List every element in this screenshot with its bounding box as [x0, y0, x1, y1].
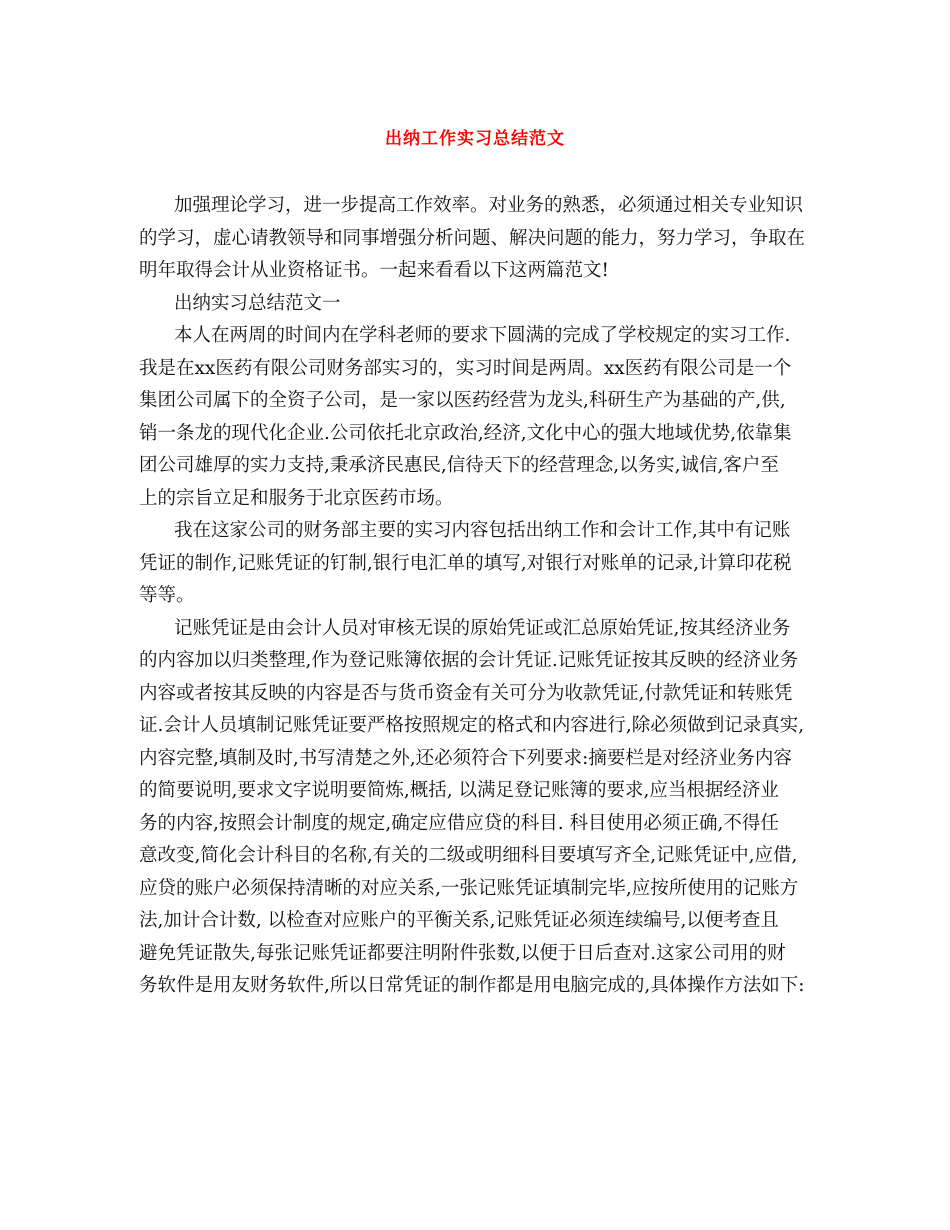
paragraph-line: 我是在xx医药有限公司财务部实习的，实习时间是两周。xx医药有限公司是一个: [139, 357, 792, 379]
paragraph-line: 加强理论学习，进一步提高工作效率。对业务的熟悉，必须通过相关专业知识: [174, 195, 804, 216]
paragraph-line: 明年取得会计从业资格证书。一起来看看以下这两篇范文!: [139, 260, 609, 281]
paragraph-line: 的简要说明,要求文字说明要简炼,概括, 以满足登记账簿的要求,应当根据经济业: [139, 780, 779, 801]
paragraph-line: 避免凭证散失,每张记账凭证都要注明附件张数,以便于日后查对.这家公司用的财: [139, 942, 786, 964]
paragraph-line: 销一条龙的现代化企业.公司依托北京政治,经济,文化中心的强大地域优势,依靠集: [139, 422, 792, 444]
document-body: [139, 190, 819, 1003]
paragraph-line: 上的宗旨立足和服务于北京医药市场。: [139, 487, 454, 509]
paragraph-line: 意改变,简化会计科目的名称,有关的二级或明细科目要填写齐全,记账凭证中,应借,: [139, 845, 798, 866]
section-heading: 出纳实习总结范文一: [174, 292, 341, 314]
paragraph-line: 内容或者按其反映的内容是否与货币资金有关可分为收款凭证,付款凭证和转账凭: [139, 682, 793, 704]
paragraph-line: 的学习，虚心请教领导和同事增强分析问题、解决问题的能力，努力学习，争取在: [139, 227, 806, 249]
paragraph-line: 务的内容,按照会计制度的规定,确定应借应贷的科目. 科目使用必须正确,不得任: [139, 812, 779, 834]
paragraph-line: 我在这家公司的财务部主要的实习内容包括出纳工作和会计工作,其中有记账: [174, 520, 791, 541]
paragraph-line: 内容完整,填制及时,书写清楚之外,还必须符合下列要求:摘要栏是对经济业务内容: [139, 747, 792, 769]
paragraph-line: 本人在两周的时间内在学科老师的要求下圆满的完成了学校规定的实习工作.: [174, 325, 791, 346]
paragraph-line: 应贷的账户必须保持清晰的对应关系,一张记账凭证填制完毕,应按所使用的记账方: [139, 877, 799, 899]
paragraph-line: 集团公司属下的全资子公司，是一家以医药经营为龙头,科研生产为基础的产,供,: [139, 390, 786, 411]
paragraph-line: 团公司雄厚的实力支持,秉承济民惠民,信待天下的经营理念,以务实,诚信,客户至: [139, 455, 779, 476]
paragraph-line: 的内容加以归类整理,作为登记账簿依据的会计凭证.记账凭证按其反映的经济业务: [139, 650, 799, 671]
paragraph-line: 等等。: [139, 585, 195, 606]
paragraph-line: 证.会计人员填制记账凭证要严格按照规定的格式和内容进行,除必须做到记录真实,: [139, 715, 805, 736]
paragraph-line: 法,加计合计数, 以检查对应账户的平衡关系,记账凭证必须连续编号,以便考查且: [139, 910, 779, 931]
document-title: 出纳工作实习总结范文: [385, 129, 565, 149]
paragraph-line: 记账凭证是由会计人员对审核无误的原始凭证或汇总原始凭证,按其经济业务: [174, 617, 791, 639]
paragraph-line: 务软件是用友财务软件,所以日常凭证的制作都是用电脑完成的,具体操作方法如下:: [139, 975, 805, 996]
paragraph-line: 凭证的制作,记账凭证的钉制,银行电汇单的填写,对银行对账单的记录,计算印花税: [139, 552, 792, 574]
